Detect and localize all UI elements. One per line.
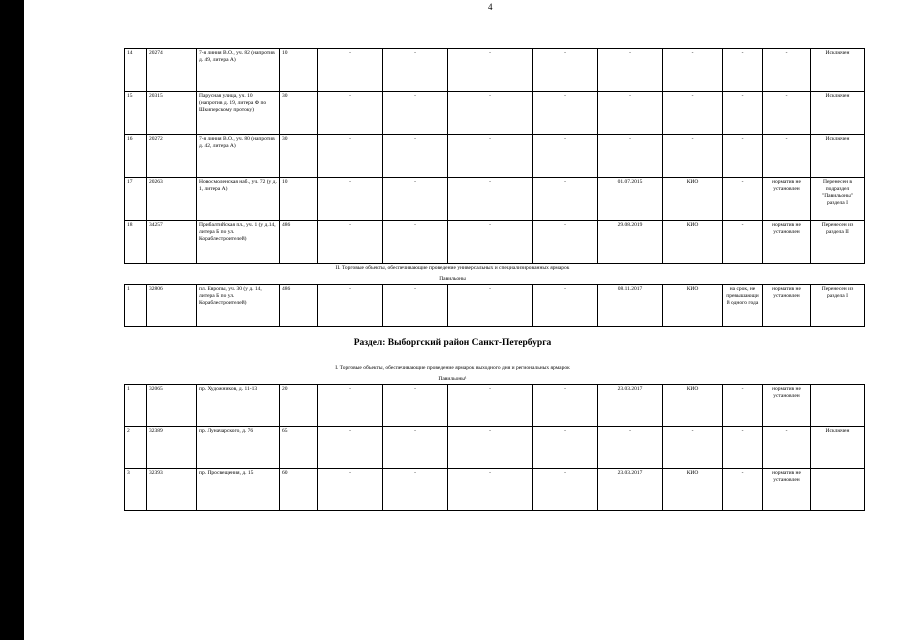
address-cell: Парусная улица, уч. 10 (напротив д. 19, литера Ф по Шкиперскому протоку)	[197, 92, 280, 135]
col-5-cell: -	[318, 135, 383, 178]
address-cell: Новосмоленская наб., уч. 72 (у д. 1, литера А)	[197, 178, 280, 221]
note-cell: Исключен	[811, 49, 865, 92]
standard-cell: норматив не установлен	[763, 285, 811, 327]
object-code-cell: 32065	[147, 385, 197, 427]
section-1-caption: I. Торговые объекты, обеспечивающие проведение ярмарок выходного дня и региональных ярмарок	[335, 365, 570, 371]
section-2-subtitle: Павильоны	[439, 276, 466, 282]
registry-table-b	[124, 284, 865, 327]
col-5-cell: -	[318, 469, 383, 511]
standard-cell: норматив не установлен	[763, 178, 811, 221]
col-8-cell: -	[533, 285, 598, 327]
section-2-caption: II. Торговые объекты, обеспечивающие проведение универсальных и специализированных ярмарок	[335, 265, 570, 271]
row-number-cell: 15	[125, 92, 147, 135]
object-code-cell: 20315	[147, 92, 197, 135]
row-number-cell: 17	[125, 178, 147, 221]
table-row	[125, 385, 865, 427]
placement-date-cell: -	[598, 135, 663, 178]
note-cell: Исключен	[811, 135, 865, 178]
area-cell: 10	[280, 178, 318, 221]
address-cell: 7-я линия В.О., уч. 80 (напротив д. 42, литера А)	[197, 135, 280, 178]
area-cell: 65	[280, 427, 318, 469]
placement-date-cell: 01.07.2015	[598, 178, 663, 221]
col-7-cell: -	[448, 385, 533, 427]
row-number-cell: 3	[125, 469, 147, 511]
col-7-cell: -	[448, 92, 533, 135]
area-cell: 60	[280, 469, 318, 511]
term-cell: -	[723, 469, 763, 511]
term-cell: -	[723, 135, 763, 178]
object-code-cell: 20263	[147, 178, 197, 221]
col-8-cell: -	[533, 427, 598, 469]
col-8-cell: -	[533, 135, 598, 178]
authority-cell: КИО	[663, 385, 723, 427]
note-cell: Исключен	[811, 427, 865, 469]
note-cell: Перенесен в подраздел "Павильоны" раздела I	[811, 178, 865, 221]
object-code-cell: 32806	[147, 285, 197, 327]
col-8-cell: -	[533, 178, 598, 221]
authority-cell: КИО	[663, 285, 723, 327]
note-cell	[811, 469, 865, 511]
registry-table-c	[124, 384, 865, 511]
standard-cell: -	[763, 49, 811, 92]
address-cell: Прибалтийская пл., уч. 1 (у д.14, литера Б по ул. Кораблестроителей)	[197, 221, 280, 264]
authority-cell: КИО	[663, 178, 723, 221]
col-7-cell: -	[448, 135, 533, 178]
note-cell: Исключен	[811, 92, 865, 135]
row-number-cell: 14	[125, 49, 147, 92]
col-7-cell: -	[448, 427, 533, 469]
area-cell: 20	[280, 385, 318, 427]
placement-date-cell: 29.08.2019	[598, 221, 663, 264]
scan-border	[0, 0, 24, 640]
placement-date-cell: 08.11.2017	[598, 285, 663, 327]
col-6-cell: -	[383, 385, 448, 427]
col-5-cell: -	[318, 49, 383, 92]
authority-cell: КИО	[663, 469, 723, 511]
term-cell: -	[723, 385, 763, 427]
placement-date-cell: -	[598, 427, 663, 469]
col-8-cell: -	[533, 49, 598, 92]
col-5-cell: -	[318, 385, 383, 427]
address-cell: 7-я линия В.О., уч. 82 (напротив д. 49, литера А)	[197, 49, 280, 92]
col-6-cell: -	[383, 469, 448, 511]
row-number-cell: 16	[125, 135, 147, 178]
object-code-cell: 20274	[147, 49, 197, 92]
table-row	[125, 469, 865, 511]
col-7-cell: -	[448, 469, 533, 511]
address-cell: пр. Просвещения, д. 15	[197, 469, 280, 511]
standard-cell: -	[763, 135, 811, 178]
area-cell: 486	[280, 285, 318, 327]
col-6-cell: -	[383, 427, 448, 469]
address-cell: пл. Европы, уч. 30 (у д. 14, литера Б по ул. Кораблестроителей)	[197, 285, 280, 327]
placement-date-cell: -	[598, 92, 663, 135]
placement-date-cell: 23.03.2017	[598, 385, 663, 427]
area-cell: 10	[280, 49, 318, 92]
row-number-cell: 2	[125, 427, 147, 469]
object-code-cell: 32393	[147, 469, 197, 511]
col-7-cell: -	[448, 178, 533, 221]
col-6-cell: -	[383, 49, 448, 92]
address-cell: пр. Художников, д. 11-13	[197, 385, 280, 427]
area-cell: 30	[280, 92, 318, 135]
table-row	[125, 221, 865, 264]
table-row	[125, 427, 865, 469]
col-7-cell: -	[448, 285, 533, 327]
row-number-cell: 1	[125, 385, 147, 427]
term-cell: -	[723, 221, 763, 264]
term-cell: -	[723, 92, 763, 135]
col-5-cell: -	[318, 92, 383, 135]
row-number-cell: 1	[125, 285, 147, 327]
col-8-cell: -	[533, 469, 598, 511]
col-7-cell: -	[448, 49, 533, 92]
table-row	[125, 92, 865, 135]
term-cell: на срок, не превышающий одного года	[723, 285, 763, 327]
address-cell: пр. Луначарского, д. 76	[197, 427, 280, 469]
term-cell: -	[723, 49, 763, 92]
col-5-cell: -	[318, 285, 383, 327]
col-8-cell: -	[533, 92, 598, 135]
term-cell: -	[723, 427, 763, 469]
placement-date-cell: -	[598, 49, 663, 92]
table-row	[125, 49, 865, 92]
col-6-cell: -	[383, 135, 448, 178]
authority-cell: -	[663, 92, 723, 135]
row-number-cell: 18	[125, 221, 147, 264]
standard-cell: -	[763, 427, 811, 469]
col-6-cell: -	[383, 178, 448, 221]
authority-cell: -	[663, 49, 723, 92]
col-5-cell: -	[318, 427, 383, 469]
col-8-cell: -	[533, 221, 598, 264]
col-7-cell: -	[448, 221, 533, 264]
standard-cell: -	[763, 92, 811, 135]
col-5-cell: -	[318, 221, 383, 264]
authority-cell: -	[663, 135, 723, 178]
district-heading: Раздел: Выборгский район Санкт-Петербурга	[353, 338, 552, 348]
placement-date-cell: 23.03.2017	[598, 469, 663, 511]
standard-cell: норматив не установлен	[763, 469, 811, 511]
standard-cell: норматив не установлен	[763, 385, 811, 427]
area-cell: 486	[280, 221, 318, 264]
note-cell: Перенесен из раздела II	[811, 221, 865, 264]
note-cell: Перенесен из раздела I	[811, 285, 865, 327]
authority-cell: КИО	[663, 221, 723, 264]
object-code-cell: 20272	[147, 135, 197, 178]
page-number: 4	[488, 2, 493, 12]
col-8-cell: -	[533, 385, 598, 427]
note-cell	[811, 385, 865, 427]
table-row	[125, 178, 865, 221]
registry-table-a	[124, 48, 865, 264]
table-row	[125, 285, 865, 327]
authority-cell: -	[663, 427, 723, 469]
object-code-cell: 32389	[147, 427, 197, 469]
term-cell: -	[723, 178, 763, 221]
col-6-cell: -	[383, 285, 448, 327]
section-1-subtitle: Павильоны¹	[438, 376, 467, 382]
col-6-cell: -	[383, 92, 448, 135]
table-row	[125, 135, 865, 178]
object-code-cell: 34257	[147, 221, 197, 264]
col-5-cell: -	[318, 178, 383, 221]
area-cell: 30	[280, 135, 318, 178]
col-6-cell: -	[383, 221, 448, 264]
standard-cell: норматив не установлен	[763, 221, 811, 264]
